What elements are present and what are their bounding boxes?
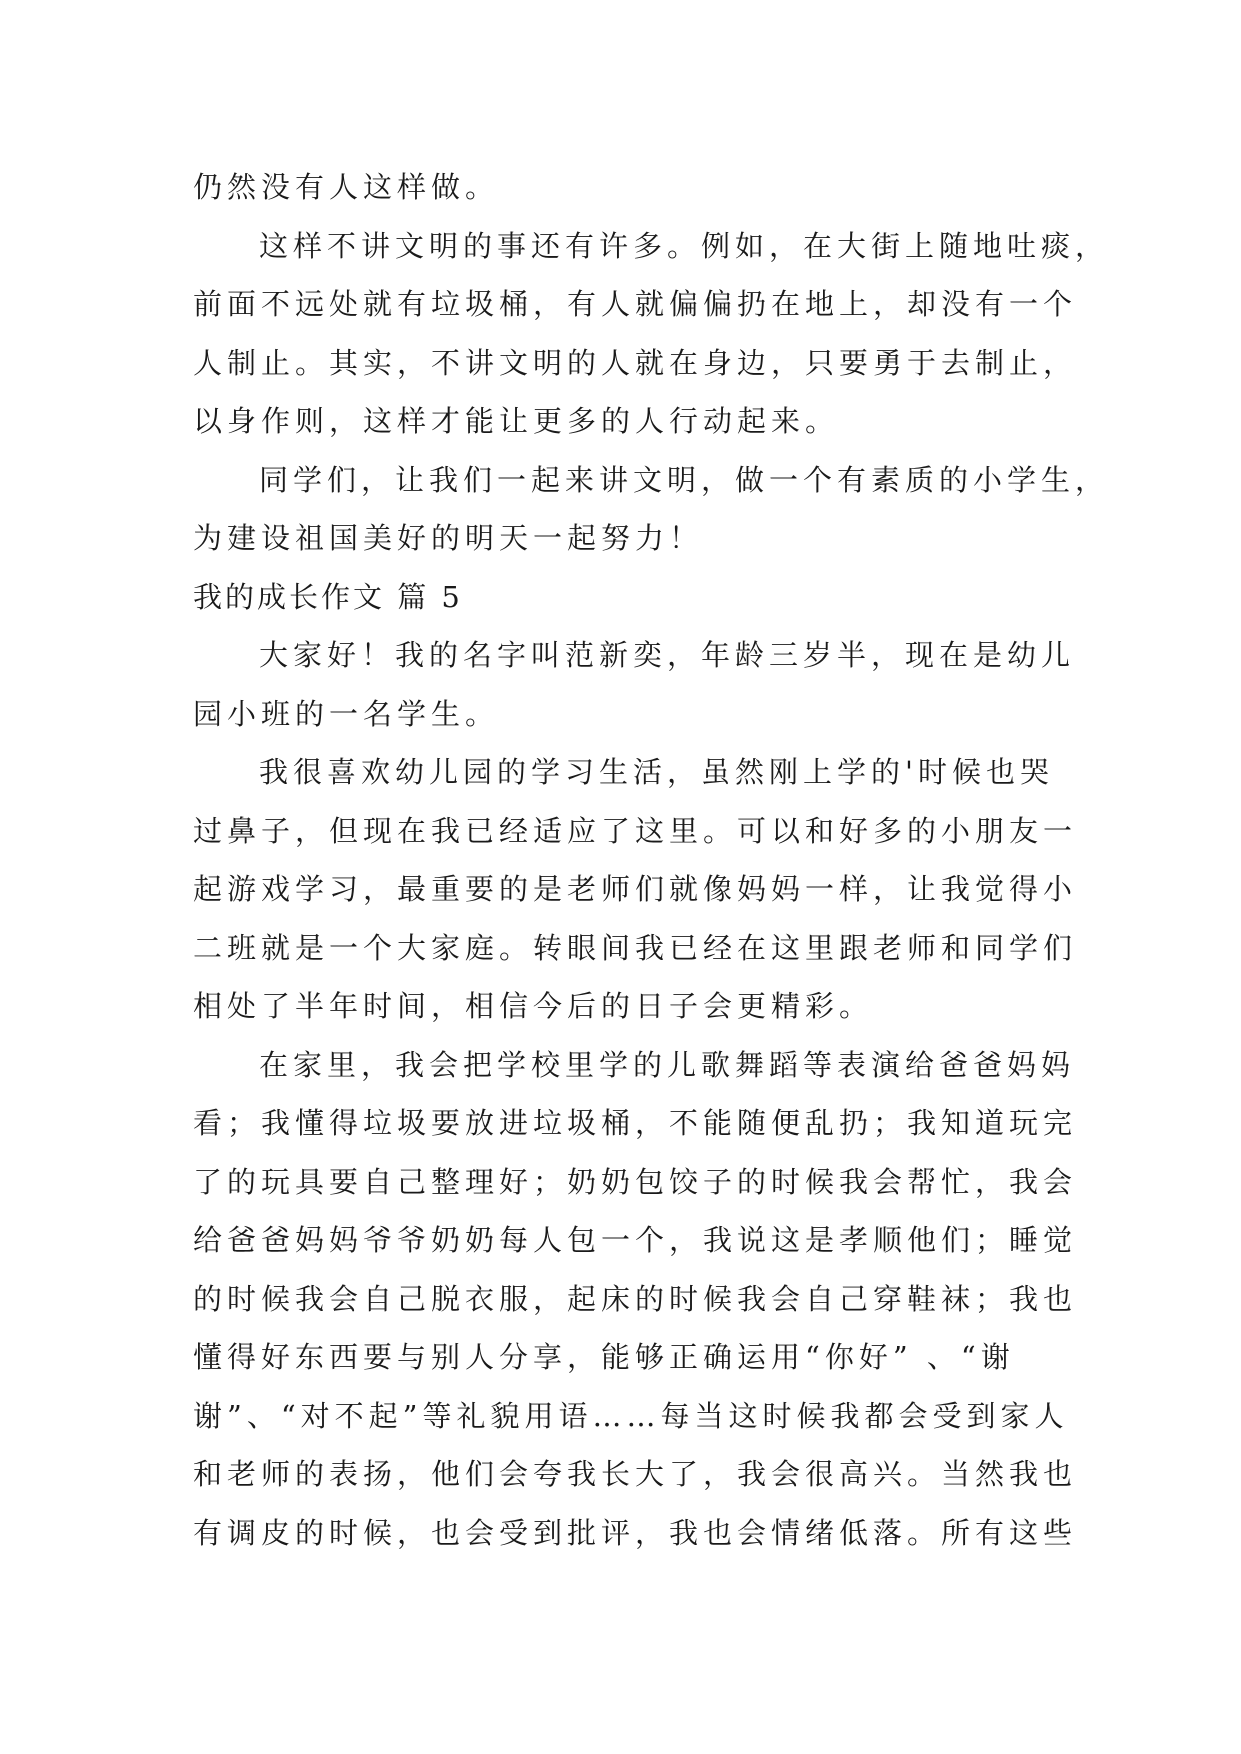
text-line: 以身作则，这样才能让更多的人行动起来。 [193, 404, 840, 438]
text-line: 相处了半年时间，相信今后的日子会更精彩。 [193, 989, 874, 1023]
text-line: 看；我懂得垃圾要放进垃圾桶，不能随便乱扔；我知道玩完 [193, 1106, 1078, 1140]
text-line: 起游戏学习，最重要的是老师们就像妈妈一样，让我觉得小 [193, 872, 1078, 906]
text-line: 在家里，我会把学校里学的儿歌舞蹈等表演给爸爸妈妈 [259, 1047, 1076, 1082]
text-line: 仍然没有人这样做。 [193, 170, 500, 204]
text-line: 同学们，让我们一起来讲文明，做一个有素质的小学生， [259, 462, 1110, 497]
text-line: 谢”、“对不起”等礼貌用语……每当这时候我都会受到家人 [193, 1398, 1069, 1433]
text-line: 了的玩具要自己整理好；奶奶包饺子的时候我会帮忙，我会 [193, 1164, 1078, 1199]
text-line: 懂得好东西要与别人分享，能够正确运用“你好” 、“谢 [193, 1340, 1015, 1374]
text-line: 前面不远处就有垃圾桶，有人就偏偏扔在地上，却没有一个 [193, 287, 1078, 321]
text-line: 的时候我会自己脱衣服，起床的时候我会自己穿鞋袜；我也 [193, 1281, 1078, 1316]
text-line: 这样不讲文明的事还有许多。例如，在大街上随地吐痰， [259, 228, 1110, 263]
text-line: 大家好！我的名字叫范新奕，年龄三岁半，现在是幼儿 [259, 638, 1076, 672]
text-line: 为建设祖国美好的明天一起努力！ [193, 521, 704, 555]
document-body [193, 158, 1110, 1562]
text-line: 和老师的表扬，他们会夸我长大了，我会很高兴。当然我也 [193, 1457, 1078, 1491]
text-line: 园小班的一名学生。 [193, 696, 500, 731]
text-line: 有调皮的时候，也会受到批评，我也会情绪低落。所有这些 [193, 1515, 1078, 1550]
section-heading: 我的成长作文 篇 5 [193, 579, 463, 614]
text-line: 给爸爸妈妈爷爷奶奶每人包一个，我说这是孝顺他们；睡觉 [193, 1223, 1078, 1257]
text-line: 我很喜欢幼儿园的学习生活，虽然刚上学的'时候也哭 [259, 755, 1054, 789]
text-line: 人制止。其实，不讲文明的人就在身边，只要勇于去制止， [193, 345, 1078, 380]
text-line: 过鼻子，但现在我已经适应了这里。可以和好多的小朋友一 [193, 813, 1078, 848]
text-line: 二班就是一个大家庭。转眼间我已经在这里跟老师和同学们 [193, 930, 1078, 965]
